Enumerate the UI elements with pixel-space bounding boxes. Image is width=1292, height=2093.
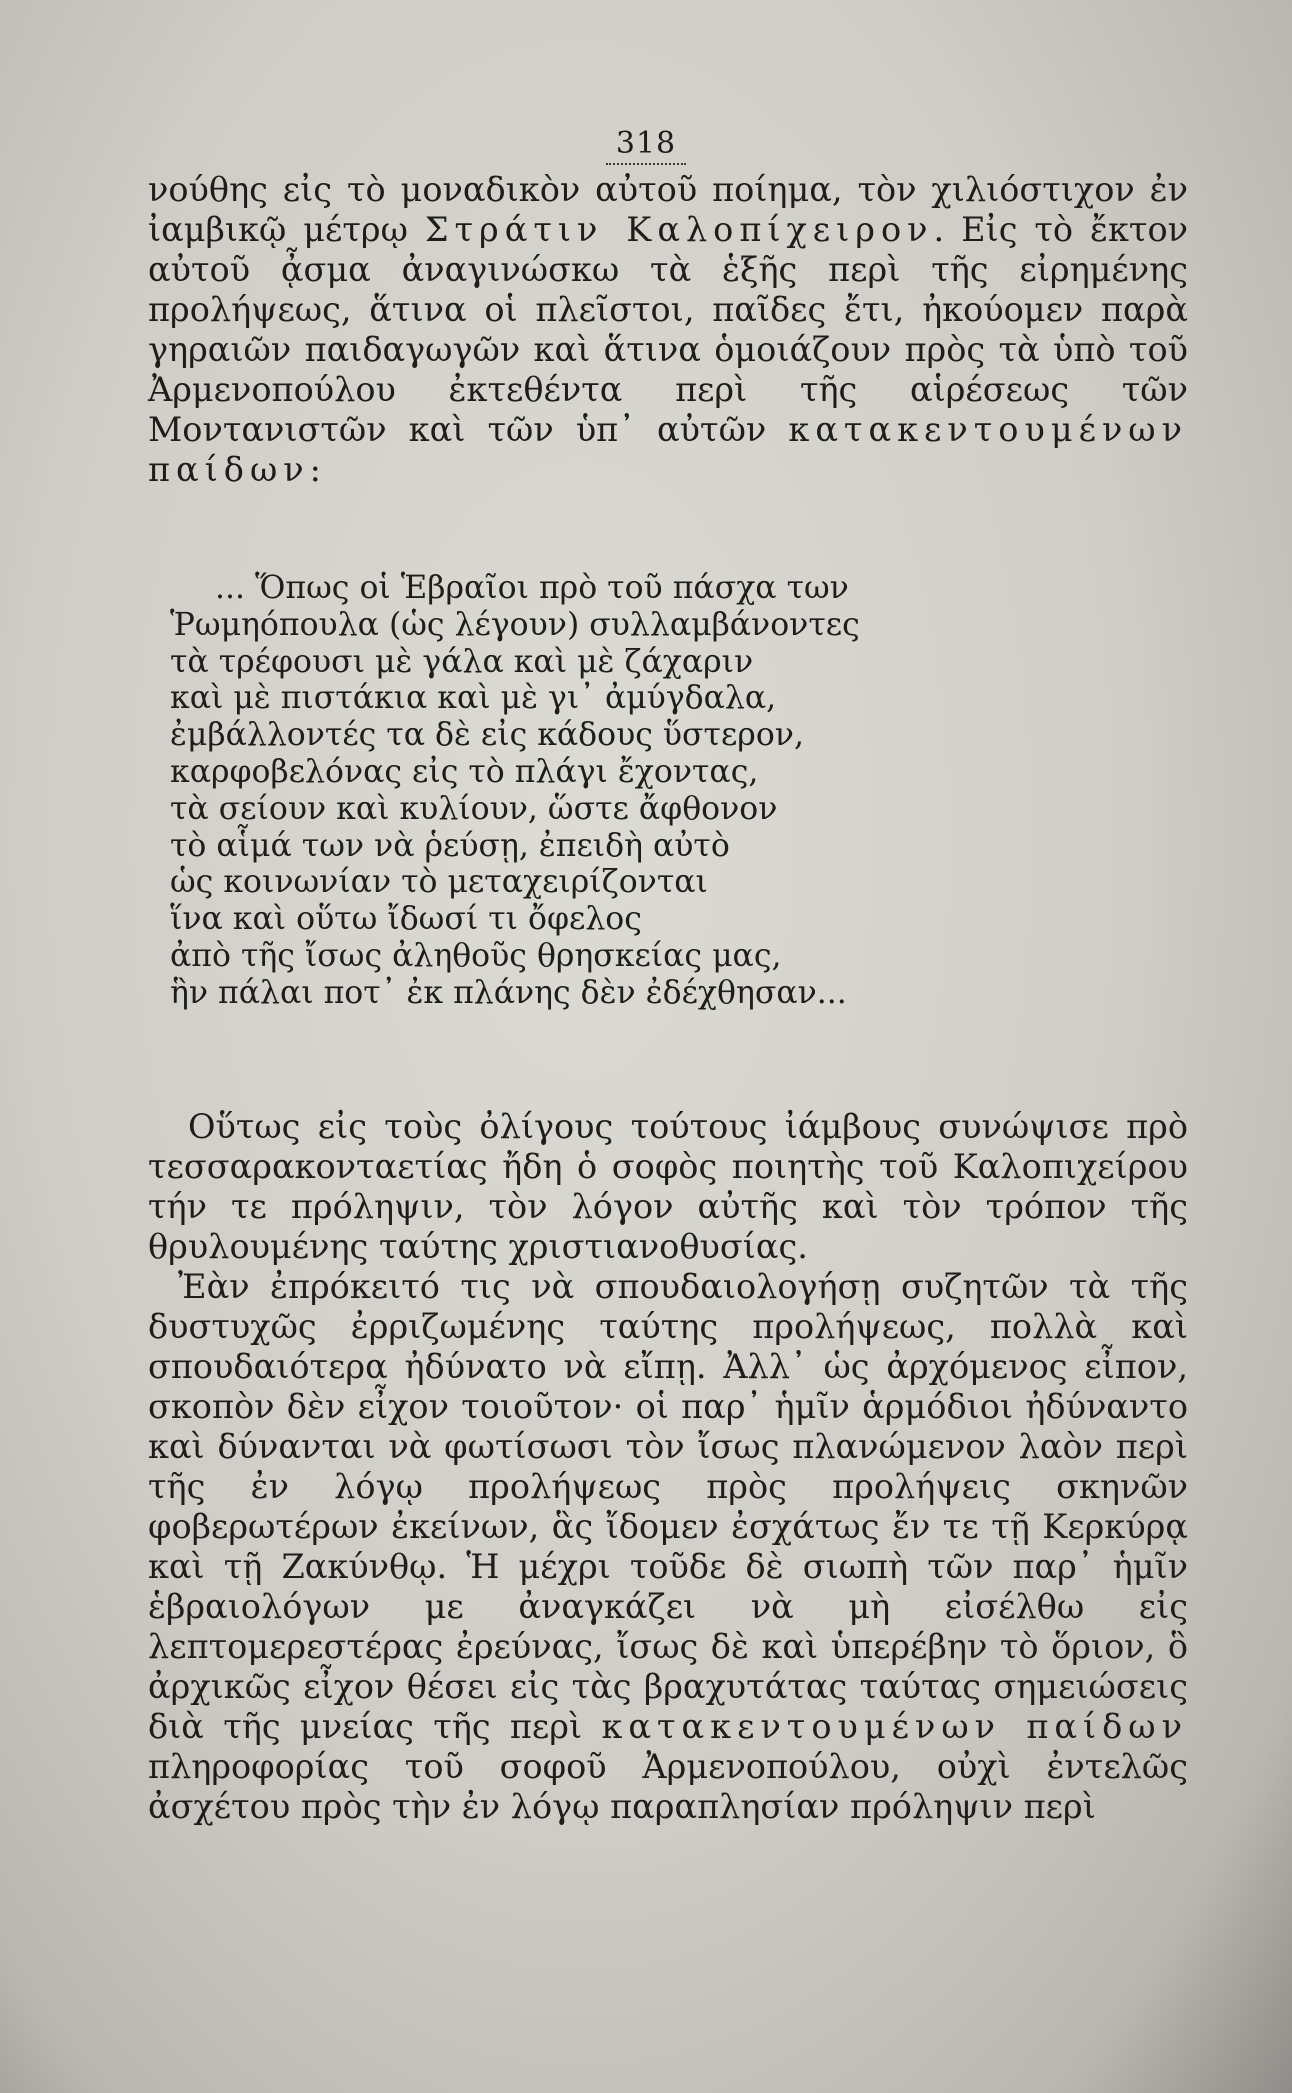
poem-quotation xyxy=(170,570,1070,1012)
poem-line: ὡς κοινωνίαν τὸ μεταχειρίζονται xyxy=(170,864,708,901)
intro-end: : xyxy=(309,450,321,489)
poem-line: τὸ αἷμά των νὰ ῥεύσῃ, ἐπειδὴ αὐτὸ xyxy=(170,827,730,864)
poem-line: καρφοβελόνας εἰς τὸ πλάγι ἔχοντας, xyxy=(170,753,759,790)
intro-spaced-phrase: κατακεντουμένων παίδων xyxy=(148,410,1188,489)
intro-text-before: νούθης εἰς τὸ μοναδικὸν αὐτοῦ ποίημα, τὸν χιλιόστιχον ἐν ἰαμβικῷ μέτρῳ xyxy=(148,170,1188,249)
intro-text-after: . Εἰς τὸ ἔκτον αὐτοῦ ᾆσμα ἀναγινώσκω τὰ ἑξῆς περὶ τῆς εἰρημένης προλήψεως, ἅτινα οἱ πλεῖστοι, παῖδες ἔτι, ἠκούομεν παρὰ γηραιῶν παιδαγωγῶν καὶ ἅτινα ὁμοιάζουν πρὸς τὰ ὑπὸ τοῦ Ἀρμενοπούλου ἐκτεθέντα περὶ τῆς αἱρέσεως τῶν Μοντανιστῶν καὶ τῶν ὑπ᾿ αὐτῶν xyxy=(148,210,1188,449)
poem-line: ... Ὅπως οἱ Ἑβραῖοι πρὸ τοῦ πάσχα των xyxy=(215,570,849,606)
body-text xyxy=(148,1107,1188,1827)
discussion-text-before: Ἐὰν ἐπρόκειτό τις νὰ σπουδαιολογήσῃ συζητῶν τὰ τῆς δυστυχῶς ἐρριζωμένης ταύτης προλήψεως, πολλὰ καὶ σπουδαιότερα ἠδύνατο νὰ εἴπῃ. Ἀλλ᾿ ὡς ἀρχόμενος εἶπον, σκοπὸν δὲν εἶχον τοιοῦτον· οἱ παρ᾿ ἡμῖν ἁρμόδιοι ἠδύναντο καὶ δύνανται νὰ φωτίσωσι τὸν ἴσως πλανώμενον λαὸν περὶ τῆς ἐν λόγῳ προλήψεως πρὸς προλήψεις σκηνῶν φοβερωτέρων ἐκείνων, ἃς ἴδομεν ἐσχάτως ἔν τε τῇ Κερκύρᾳ καὶ τῇ Ζακύνθῳ. Ἡ μέχρι τοῦδε δὲ σιωπὴ τῶν παρ᾿ ἡμῖν ἑβραιολόγων με ἀναγκάζει νὰ μὴ εἰσέλθω εἰς λεπτομερεστέρας ἐρεύνας, ἴσως δὲ καὶ ὑπερέβην τὸ ὅριον, ὃ ἀρχικῶς εἶχον θέσει εἰς τὰς βραχυτάτας ταύτας σημειώσεις διὰ τῆς μνείας τῆς περὶ xyxy=(148,1267,1188,1746)
poem-line: τὰ τρέφουσι μὲ γάλα καὶ μὲ ζάχαριν xyxy=(170,643,754,680)
poem-line: ἣν πάλαι ποτ᾿ ἐκ πλάνης δὲν ἐδέχθησαν... xyxy=(170,974,847,1011)
poem-line: τὰ σείουν καὶ κυλίουν, ὥστε ἄφθονον xyxy=(170,790,778,827)
intro-paragraph xyxy=(148,170,1188,490)
poem-line: ἐμβάλλοντές τα δὲ εἰς κάδους ὕστερον, xyxy=(170,717,804,754)
poem-line: ἀπὸ τῆς ἴσως ἀληθοῦς θρησκείας μας, xyxy=(170,937,782,974)
discussion-spaced-phrase: κατακεντουμένων παίδων xyxy=(601,1707,1188,1746)
paragraph-summary: Οὕτως εἰς τοὺς ὀλίγους τούτους ἰάμβους συνώψισε πρὸ τεσσαρακονταετίας ἤδη ὁ σοφὸς ποιητὴς τοῦ Καλοπιχείρου τήν τε πρόληψιν, τὸν λόγον αὐτῆς καὶ τὸν τρόπον τῆς θρυλουμένης ταύτης χριστιανοθυσίας. xyxy=(148,1107,1188,1266)
page-number: 318 xyxy=(0,126,1292,161)
poem-line: καὶ μὲ πιστάκια καὶ μὲ γι᾿ ἀμύγδαλα, xyxy=(170,680,777,717)
poem-title: Στράτιν Καλοπίχειρον xyxy=(424,210,934,249)
discussion-text-after: πληροφορίας τοῦ σοφοῦ Ἀρμενοπούλου, οὐχὶ ἐντελῶς ἀσχέτου πρὸς τὴν ἐν λόγῳ παραπλησίαν πρόληψιν περὶ xyxy=(148,1747,1188,1826)
poem-line: ἵνα καὶ οὕτω ἴδωσί τι ὄφελος xyxy=(170,901,642,938)
poem-line: Ῥωμηόπουλα (ὡς λέγουν) συλλαμβάνοντες xyxy=(170,606,860,643)
paragraph-discussion xyxy=(148,1267,1188,1827)
